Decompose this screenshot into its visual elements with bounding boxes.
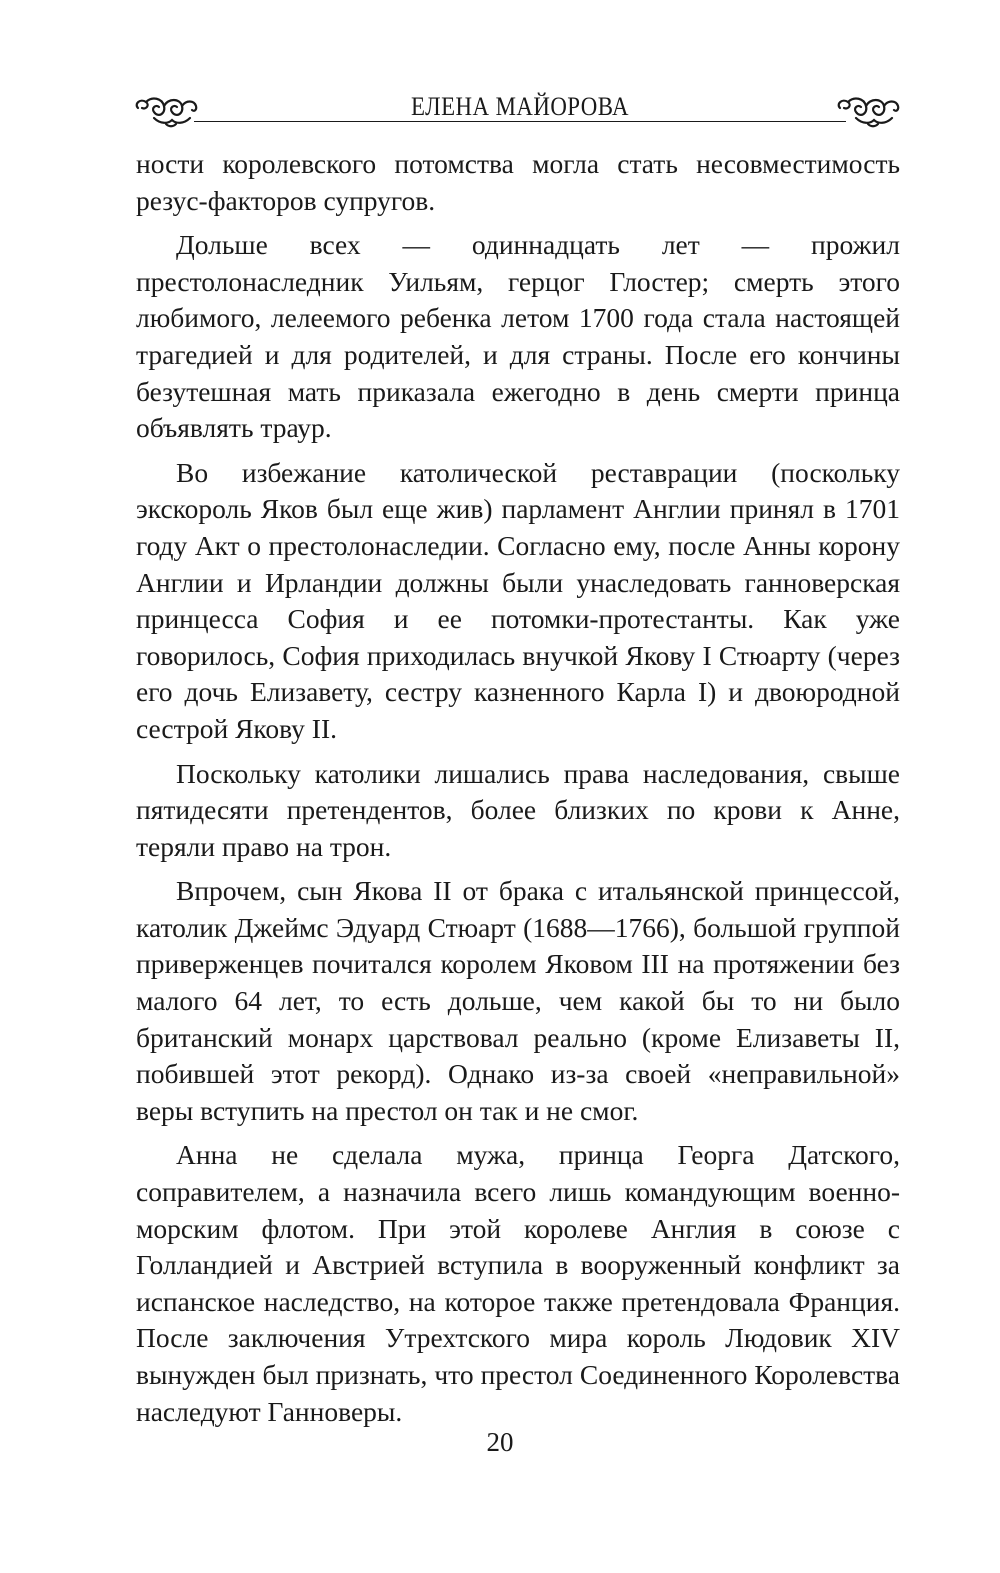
paragraph-continuation: ности королевского потомства могла стать несовместимость резус-факторов супругов. <box>136 148 900 216</box>
page-number: 20 <box>486 1427 514 1457</box>
running-header <box>134 88 906 132</box>
body-text <box>136 146 900 1438</box>
header-rule <box>194 121 846 122</box>
flourish-ornament-right-icon <box>834 94 908 130</box>
paragraph: Впрочем, сын Якова II от брака с итальянской принцессой, католик Джеймс Эдуард Стюарт (1688—1766), большой группой приверженцев почитался королем Яковом III на протяжении без малого 64 лет, то есть дольше, чем какой бы то ни было британский монарх царствовал реально (кроме Елизаветы II, побившей этот рекорд). Однако из-за своей «неправильной» веры вступить на престол он так и не смог. <box>136 875 900 1126</box>
paragraph: Дольше всех — одиннадцать лет — прожил престолонаследник Уильям, герцог Глостер; смерть этого любимого, лелеемого ребенка летом 1700 года стала настоящей трагедией и для родителей, и для страны. После его кончины безутешная мать приказала ежегодно в день смерти принца объявлять траур. <box>136 229 900 444</box>
paragraph: Во избежание католической реставрации (поскольку экскороль Яков был еще жив) парламент Англии принял в 1701 году Акт о престолонаследии. Согласно ему, после Анны корону Англии и Ирландии должны были унаследовать ганноверская принцесса София и ее потомки-протестанты. Как уже говорилось, София приходилась внучкой Якову I Стюарту (через его дочь Елизавету, сестру казненного Карла I) и двоюродной сестрой Якову II. <box>136 456 900 744</box>
paragraph: Анна не сделала мужа, принца Георга Датского, соправителем, а назначила всего лишь командующим военно-морским флотом. При этой королеве Англия в союзе с Голландией и Австрией вступила в вооруженный конфликт за испанское наследство, на которое также претендовала Франция. После заключения Утрехтского мира король Людовик XIV вынужден был признать, что престол Соединенного Королевства наследуют Ганноверы. <box>136 1139 900 1427</box>
paragraph: Поскольку католики лишались права наследования, свыше пятидесяти претендентов, более близких по крови к Анне, теряли право на трон. <box>136 757 900 862</box>
author-name-header: ЕЛЕНА МАЙОРОВА <box>411 92 629 121</box>
